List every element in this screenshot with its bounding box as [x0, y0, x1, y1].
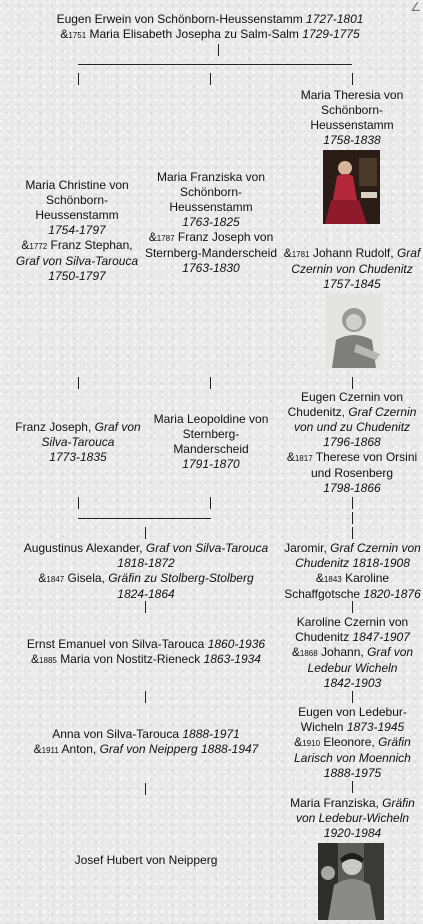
person-name: Maria Christine von Schönborn-Heussenstamm	[25, 178, 129, 222]
marriage-symbol: &	[291, 645, 300, 659]
person-years: 1818-1872	[117, 556, 175, 570]
connector	[352, 377, 353, 389]
spouse-name: Gisela,	[67, 571, 105, 585]
person-years: 1754-1797	[48, 223, 106, 237]
spouse-name: Therese von Orsini und Rosenberg	[310, 450, 418, 480]
person-name: Anna von Silva-Tarouca	[52, 727, 179, 741]
connector	[352, 691, 353, 703]
person-ernst-emanuel	[10, 637, 282, 668]
spouse-name: Anton,	[61, 742, 97, 756]
portrait-maria-franziska-ledebur	[318, 843, 384, 920]
connector	[210, 497, 211, 509]
root-spouse-name: Maria Elisabeth Josepha zu Salm-Salm	[89, 27, 299, 41]
connector	[352, 527, 353, 539]
person-jaromir	[282, 541, 423, 602]
marriage-symbol: &	[33, 742, 42, 756]
marriage-year: 1868	[299, 649, 318, 658]
person-anna-silva-tarouca	[10, 727, 282, 758]
connector	[352, 781, 353, 793]
connector	[145, 691, 146, 703]
spouse-years: 1763-1830	[182, 261, 240, 275]
person-years: 1796-1868	[323, 435, 381, 449]
spouse-name: Maria von Nostitz-Rieneck	[60, 652, 201, 666]
spouse-title: Graf von Ledebur Wicheln	[307, 645, 414, 675]
person-name: Ernst Emanuel von Silva-Tarouca	[26, 637, 205, 651]
person-franz-joseph	[8, 420, 148, 465]
root-name: Eugen Erwein von Schönborn-Heussenstamm	[56, 12, 303, 26]
connector	[78, 64, 352, 65]
person-name: Maria Franziska von Schönborn-Heussenstamm	[156, 170, 266, 214]
connector	[352, 601, 353, 613]
marriage-symbol: &	[315, 571, 324, 585]
connector	[145, 601, 146, 613]
spouse-name: Franz Joseph von Sternberg-Manderscheid	[144, 230, 278, 260]
person-augustinus-alexander	[10, 541, 282, 602]
spouse-years: 1798-1866	[323, 481, 381, 495]
marriage-symbol: &	[283, 246, 292, 260]
person-years: 1888-1971	[182, 727, 240, 741]
marriage-symbol: &	[286, 450, 295, 464]
person-name: Josef Hubert von Neipperg	[74, 853, 218, 867]
connector	[78, 518, 211, 519]
connector	[218, 44, 219, 56]
person-eugen-ledebur	[282, 705, 423, 781]
marriage-year: 1772	[29, 242, 48, 251]
person-name: Augustinus Alexander,	[23, 541, 143, 555]
person-eugen-czernin	[282, 390, 422, 496]
person-years: 1763-1825	[182, 215, 240, 229]
person-maria-leopoldine	[146, 412, 276, 472]
marriage-symbol: &	[294, 735, 303, 749]
connector	[78, 497, 79, 509]
connector	[352, 512, 353, 524]
person-maria-christine	[12, 178, 142, 284]
connector	[145, 783, 146, 795]
connector	[78, 377, 79, 389]
spouse-name: Eleonore,	[323, 735, 375, 749]
spouse-title: Gräfin zu Stolberg-Stolberg	[108, 571, 254, 585]
corner-mark: ∠	[410, 0, 421, 14]
portrait-johann-rudolf	[326, 294, 383, 368]
root-marriage-year: 1751	[68, 31, 87, 40]
connector	[210, 377, 211, 389]
spouse-name: Johann,	[321, 645, 364, 659]
spouse-title: Graf von Silva-Tarouca	[15, 254, 139, 268]
person-years: 1873-1945	[346, 720, 405, 734]
spouse-johann-rudolf	[282, 246, 422, 292]
person-title: Graf Czernin von und zu Chudenitz	[293, 405, 417, 434]
person-name: Karoline Czernin von Chudenitz	[295, 615, 409, 644]
spouse-years: 1863-1934	[203, 652, 261, 666]
person-title: Gräfin von Ledebur-Wicheln	[295, 796, 415, 825]
marriage-year: 1817	[294, 454, 313, 463]
person-title: Graf Czernin von Chudenitz	[295, 541, 421, 570]
person-maria-theresia	[282, 88, 422, 148]
person-name: Eugen von Ledebur-Wicheln	[298, 705, 407, 734]
person-title: Graf von Silva-Tarouca	[145, 541, 269, 555]
person-maria-franziska-ledebur	[282, 796, 423, 841]
portrait-maria-theresia	[323, 150, 380, 224]
marriage-year: 1781	[291, 250, 310, 259]
person-name: Maria Franziska,	[290, 796, 379, 810]
spouse-title: Graf von Neipperg	[99, 742, 198, 756]
spouse-years: 1888-1975	[323, 766, 382, 780]
person-josef-hubert	[10, 853, 282, 868]
spouse-years: 1757-1845	[323, 277, 381, 291]
person-years: 1773-1835	[49, 450, 107, 464]
spouse-name: Johann Rudolf,	[312, 246, 394, 260]
spouse-years: 1820-1876	[363, 587, 421, 601]
connector	[352, 497, 353, 509]
person-name: Jaromir,	[284, 541, 327, 555]
person-karoline-czernin	[282, 615, 423, 691]
person-title: Graf von Silva-Tarouca	[41, 420, 141, 449]
person-name: Franz Joseph,	[15, 420, 92, 434]
connector	[145, 527, 146, 539]
connector	[78, 73, 79, 85]
root-couple	[20, 12, 400, 43]
marriage-symbol: &	[31, 652, 40, 666]
person-years: 1758-1838	[323, 133, 381, 147]
marriage-year: 1885	[39, 656, 57, 665]
spouse-name: Karoline Schaffgotsche	[284, 571, 390, 601]
connector	[352, 73, 353, 85]
spouse-years: 1842-1903	[323, 676, 382, 690]
spouse-name: Franz Stephan,	[50, 238, 133, 252]
person-name: Maria Theresia von Schönborn-Heussenstamm	[300, 88, 404, 132]
marriage-year: 1911	[41, 746, 59, 755]
root-spouse-years: 1729-1775	[302, 27, 360, 41]
spouse-title: Gräfin Larisch von Moennich	[294, 735, 411, 765]
root-marriage-symbol: &	[60, 27, 69, 41]
person-years: 1847-1907	[352, 630, 410, 644]
person-years: 1818-1908	[352, 556, 410, 570]
spouse-years: 1888-1947	[200, 742, 259, 756]
person-name: Eugen Czernin von Chudenitz,	[287, 390, 404, 419]
spouse-years: 1824-1864	[117, 587, 175, 601]
marriage-symbol: &	[148, 230, 157, 244]
marriage-symbol: &	[21, 238, 30, 252]
marriage-year: 1910	[302, 739, 321, 748]
person-maria-franziska	[144, 170, 278, 276]
person-years: 1920-1984	[323, 826, 382, 840]
marriage-year: 1843	[323, 575, 342, 584]
marriage-year: 1847	[46, 575, 65, 584]
person-years: 1860-1936	[207, 637, 266, 651]
spouse-years: 1750-1797	[48, 269, 106, 283]
root-years: 1727-1801	[306, 12, 364, 26]
person-name: Maria Leopoldine von Sternberg-Manderscheid	[153, 412, 269, 456]
marriage-symbol: &	[38, 571, 47, 585]
person-years: 1791-1870	[182, 457, 240, 471]
connector	[210, 73, 211, 85]
marriage-year: 1787	[156, 234, 175, 243]
spouse-title: Graf Czernin von Chudenitz	[291, 246, 421, 276]
